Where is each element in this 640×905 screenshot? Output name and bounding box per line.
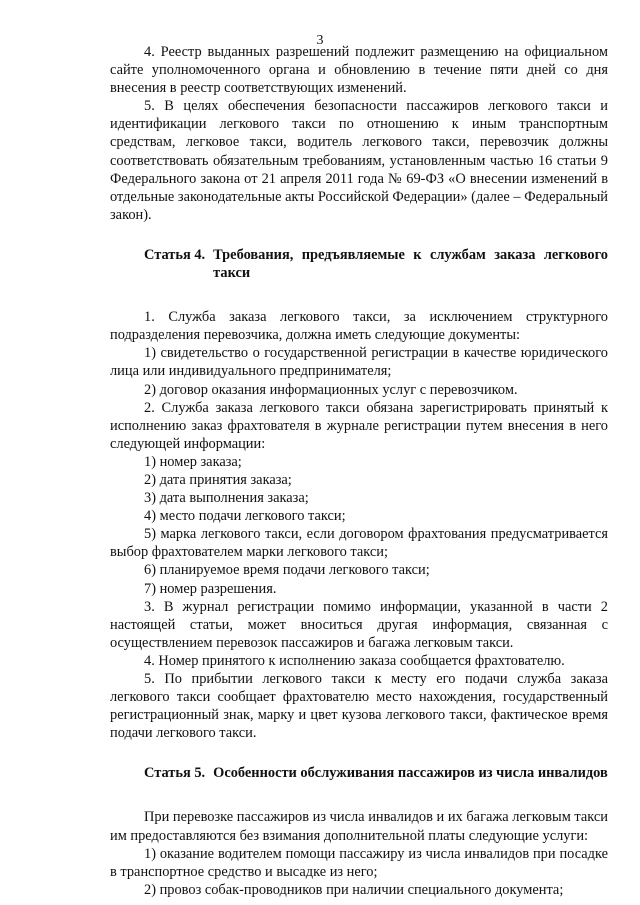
list-item: 2) договор оказания информационных услуг с перевозчиком. [144,381,518,398]
list-item: 1) свидетельство о государственной регистрации в качестве юридического лица или индивидуального предпринимателя; [110,345,608,380]
list-item: 1) номер заказа; [144,453,242,470]
article-5-title: Особенности обслуживания пассажиров из числа инвалидов [213,765,608,782]
list-item: 1) оказание водителем помощи пассажиру из числа инвалидов при посадке в транспортное средство и высадке из него; [110,845,608,880]
paragraph: 5. В целях обеспечения безопасности пассажиров легкового такси и идентификации легкового такси по отношению к иным транспортным средствам, легковое такси, водитель легкового такси, перевозчик должны соответствовать обязательным требованиям, установленным частью 16 статьи 9 Федерального закона от 21 апреля 2011 года № 69-ФЗ «О внесении изменений в отдельные законодательные акты Российской Федерации» (далее – Федеральный закон). [110,98,608,223]
paragraph: 2. Служба заказа легкового такси обязана зарегистрировать принятый к исполнению заказ фрахтователя в журнале регистрации путем внесения в него следующей информации: [110,399,608,452]
paragraph: 5. По прибытии легкового такси к месту его подачи служба заказа легкового такси сообщает фрахтователю место нахождения, государственный регистрационный знак, марку и цвет кузова легкового такси, фактическое время подачи легкового такси. [110,671,608,742]
paragraph: 4. Реестр выданных разрешений подлежит размещению на официальном сайте уполномоченного органа и обновлению в течение пяти дней со дня внесения в реестр соответствующих изменений. [110,44,608,97]
article-5-label: Статья 5. [144,765,206,782]
article-4-label: Статья 4. [144,246,206,263]
page-number: 3 [316,33,324,48]
list-item: 6) планируемое время подачи легкового такси; [144,562,430,579]
list-item: 2) провоз собак-проводников при наличии специального документа; [144,881,564,898]
paragraph: 1. Служба заказа легкового такси, за исключением структурного подразделения перевозчика, должна иметь следующие документы: [110,309,608,344]
paragraph: 4. Номер принятого к исполнению заказа сообщается фрахтователю. [144,652,565,669]
list-item: 4) место подачи легкового такси; [144,508,346,525]
article-4-heading [110,246,608,282]
list-item: 5) марка легкового такси, если договором фрахтования предусматривается выбор фрахтователем марки легкового такси; [110,526,608,561]
document-body [110,43,608,899]
list-item: 2) дата принятия заказа; [144,471,292,488]
list-item: 7) номер разрешения. [144,580,277,597]
paragraph: 3. В журнал регистрации помимо информации, указанной в части 2 настоящей статьи, может вноситься другая информация, связанная с осуществлением перевозок пассажиров и багажа легковым такси. [110,598,608,651]
list-item: 3) дата выполнения заказа; [144,490,309,507]
article-5-heading [110,764,608,782]
paragraph: При перевозке пассажиров из числа инвалидов и их багажа легковым такси им предоставляются без взимания дополнительной платы следующие услуги: [110,809,608,844]
article-4-title: Требования, предъявляемые к службам заказа легкового такси [213,246,608,282]
